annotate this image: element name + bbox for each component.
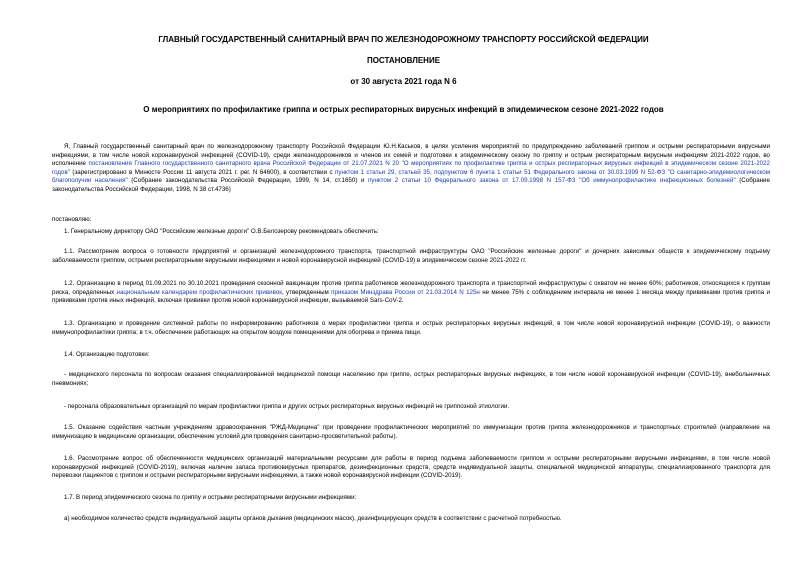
item-1-4-dash-1: - медицинского персонала по вопросам оказания специализированной медицинской помощи населению при гриппе, острых респираторных вирусных инфекциях, в том числе новой коронавирусной инфекции (COVID-19), внебольничных пневмониях;	[52, 371, 770, 387]
item-1-1: 1.1. Рассмотрение вопроса о готовности предприятий и организаций железнодорожного транспорта, транспортной инфраструктуры ОАО "Российские железные дороги" и дочерних зависимых обществ к эпидемическому подъему заболеваемости гриппом, острыми респираторными вирусными инфекциями и новой коронавирусной инфекцией (COVID-19) в эпидемическом сезоне 2021-2022 гг.	[52, 248, 770, 264]
item-1-4: 1.4. Организацию подготовки:	[64, 351, 150, 358]
item-1-7-a: а) необходимое количество средств индивидуальной защиты органов дыхания (медицинских масок), дезинфицирующих средств в соответствии с расчетной потребностью.	[64, 515, 562, 522]
link-order-125n[interactable]: приказом Минздрава России от 21.03.2014 N 125н	[331, 288, 480, 296]
item-1-3: 1.3. Организацию и проведение системной работы по информированию работников о мерах профилактики гриппа и острых респираторных вирусных инфекций, в том числе новой коронавирусной инфекции (COVID-19), о важности иммунопрофилактики гриппа; в т.ч. обеспечение работающих на открытом воздухе помещениями для обогрева и приема пищи.	[52, 320, 770, 336]
item-1-2-text: 1.2. Организацию в период 01.09.2021 по 30.10.2021 проведения сезонной вакцинации против гриппа работников железнодорожного транспорта и транспортной инфраструктуры с охватом не менее 60%; работников, относящихся к группам риска, определенных	[52, 280, 770, 296]
preamble-text: (Собрание законодательства Российской Федерации, 1998, N 38 ст.4736)	[52, 177, 770, 193]
document-title: О мероприятиях по профилактике гриппа и острых респираторных вирусных инфекций в эпидемическом сезоне 2021-2022 годов	[143, 105, 664, 114]
link-law-157fz[interactable]: пунктом 2 статьи 10 Федерального закона от 17.09.1998 N 157-ФЗ "Об иммунопрофилактике инфекционных болезней"	[368, 177, 736, 185]
item-1-6: 1.6. Рассмотрение вопрос об обеспеченности медицинских организаций материальными ресурсами для работы в период подъема заболеваемости гриппом и острыми респираторными вирусными инфекциями, в том числе новой коронавирусной инфекцией (COVID-2019), включая наличие запаса противовирусных препаратов, дезинфекционных средств, средств индивидуальной защиты, специальной медицинской аппаратуры, специализированного транспорта для перевозки пациентов с гриппом и острыми респираторными вирусными инфекциями, а также новой коронавирусной инфекции (COVID-2019).	[52, 455, 770, 480]
item-1-7: 1.7. В период эпидемического сезона по гриппу и острыми респираторными вирусными инфекциями:	[64, 494, 357, 501]
item-1-2-text: , утвержденным	[281, 288, 332, 296]
document-type: ПОСТАНОВЛЕНИЕ	[366, 56, 441, 65]
preamble-text: (Собрание законодательства Российской Федерации, 1999, N 14, ст.1650) и	[127, 177, 369, 185]
link-vaccination-calendar[interactable]: национальным календарем профилактических прививок	[116, 288, 282, 296]
item-1-2-text: не менее 75% с соблюдением интервала не менее 1 месяца между прививками против гриппа и прививками против иных инфекций, включая прививки против новой коронавирусной инфекции, вызываемой Sars-CoV-2.	[52, 288, 770, 305]
link-law-52fz[interactable]: пунктом 1 статьи 29, статьей 35, подпунктом 6 пункта 1 статьи 51 Федерального закона от 30.03.1999 N 52-ФЗ "О санитарно-эпидемиологическом благополучии населения"	[52, 168, 771, 185]
link-resolution-20[interactable]: постановления Главного государственного санитарного врача Российской Федерации от 21.07.2021 N 20 "О мероприятиях по профилактике гриппа и острых респираторных вирусных инфекций в эпидемическом сезоне 2021-2022 годов"	[52, 160, 770, 176]
item-1: 1. Генеральному директору ОАО "Российские железные дороги" О.В.Белозерову рекомендовать обеспечить:	[64, 228, 379, 235]
decree-word: постановляю:	[52, 216, 92, 223]
preamble-paragraph	[52, 143, 770, 195]
preamble-text: (зарегистрировано в Минюсте России 11 августа 2021 г. рег. N 64600), в соответствии с	[69, 168, 336, 176]
item-1-4-dash-2: - персонала образовательных организаций по мерам профилактики гриппа и других острых респираторных вирусных инфекций не гриппозной этиологии.	[64, 403, 510, 410]
preamble-text: Я, Главный государственный санитарный врач по железнодорожному транспорту Российской Федерации Ю.Н.Каськов, в целях усиления мероприятий по предупреждению заболеваний гриппом и острыми респираторными вирусными инфекциями, в том числе новой коронавирусной инфекцией (COVID-19), среди железнодорожников и членов их семей и подготовки к эпидемическому сезону по гриппу и острым респираторным вирусным инфекциям 2021-2022 годов, во исполнение	[52, 143, 770, 168]
document-date-number: от 30 августа 2021 года N 6	[350, 77, 457, 86]
item-1-2	[52, 280, 770, 306]
issuing-authority: ГЛАВНЫЙ ГОСУДАРСТВЕННЫЙ САНИТАРНЫЙ ВРАЧ ПО ЖЕЛЕЗНОДОРОЖНОМУ ТРАНСПОРТУ РОССИЙСКОЙ ФЕДЕРАЦИИ	[158, 35, 649, 44]
item-1-5: 1.5. Оказание содействия частным учреждениям здравоохранения "РЖД-Медицина" при проведении профилактических мероприятий по иммунизации против гриппа железнодорожников и транспортных строителей (направление на иммунизацию в медицинские организации, обеспечение условий для проведения санитарно-просветительной работы).	[52, 424, 770, 440]
